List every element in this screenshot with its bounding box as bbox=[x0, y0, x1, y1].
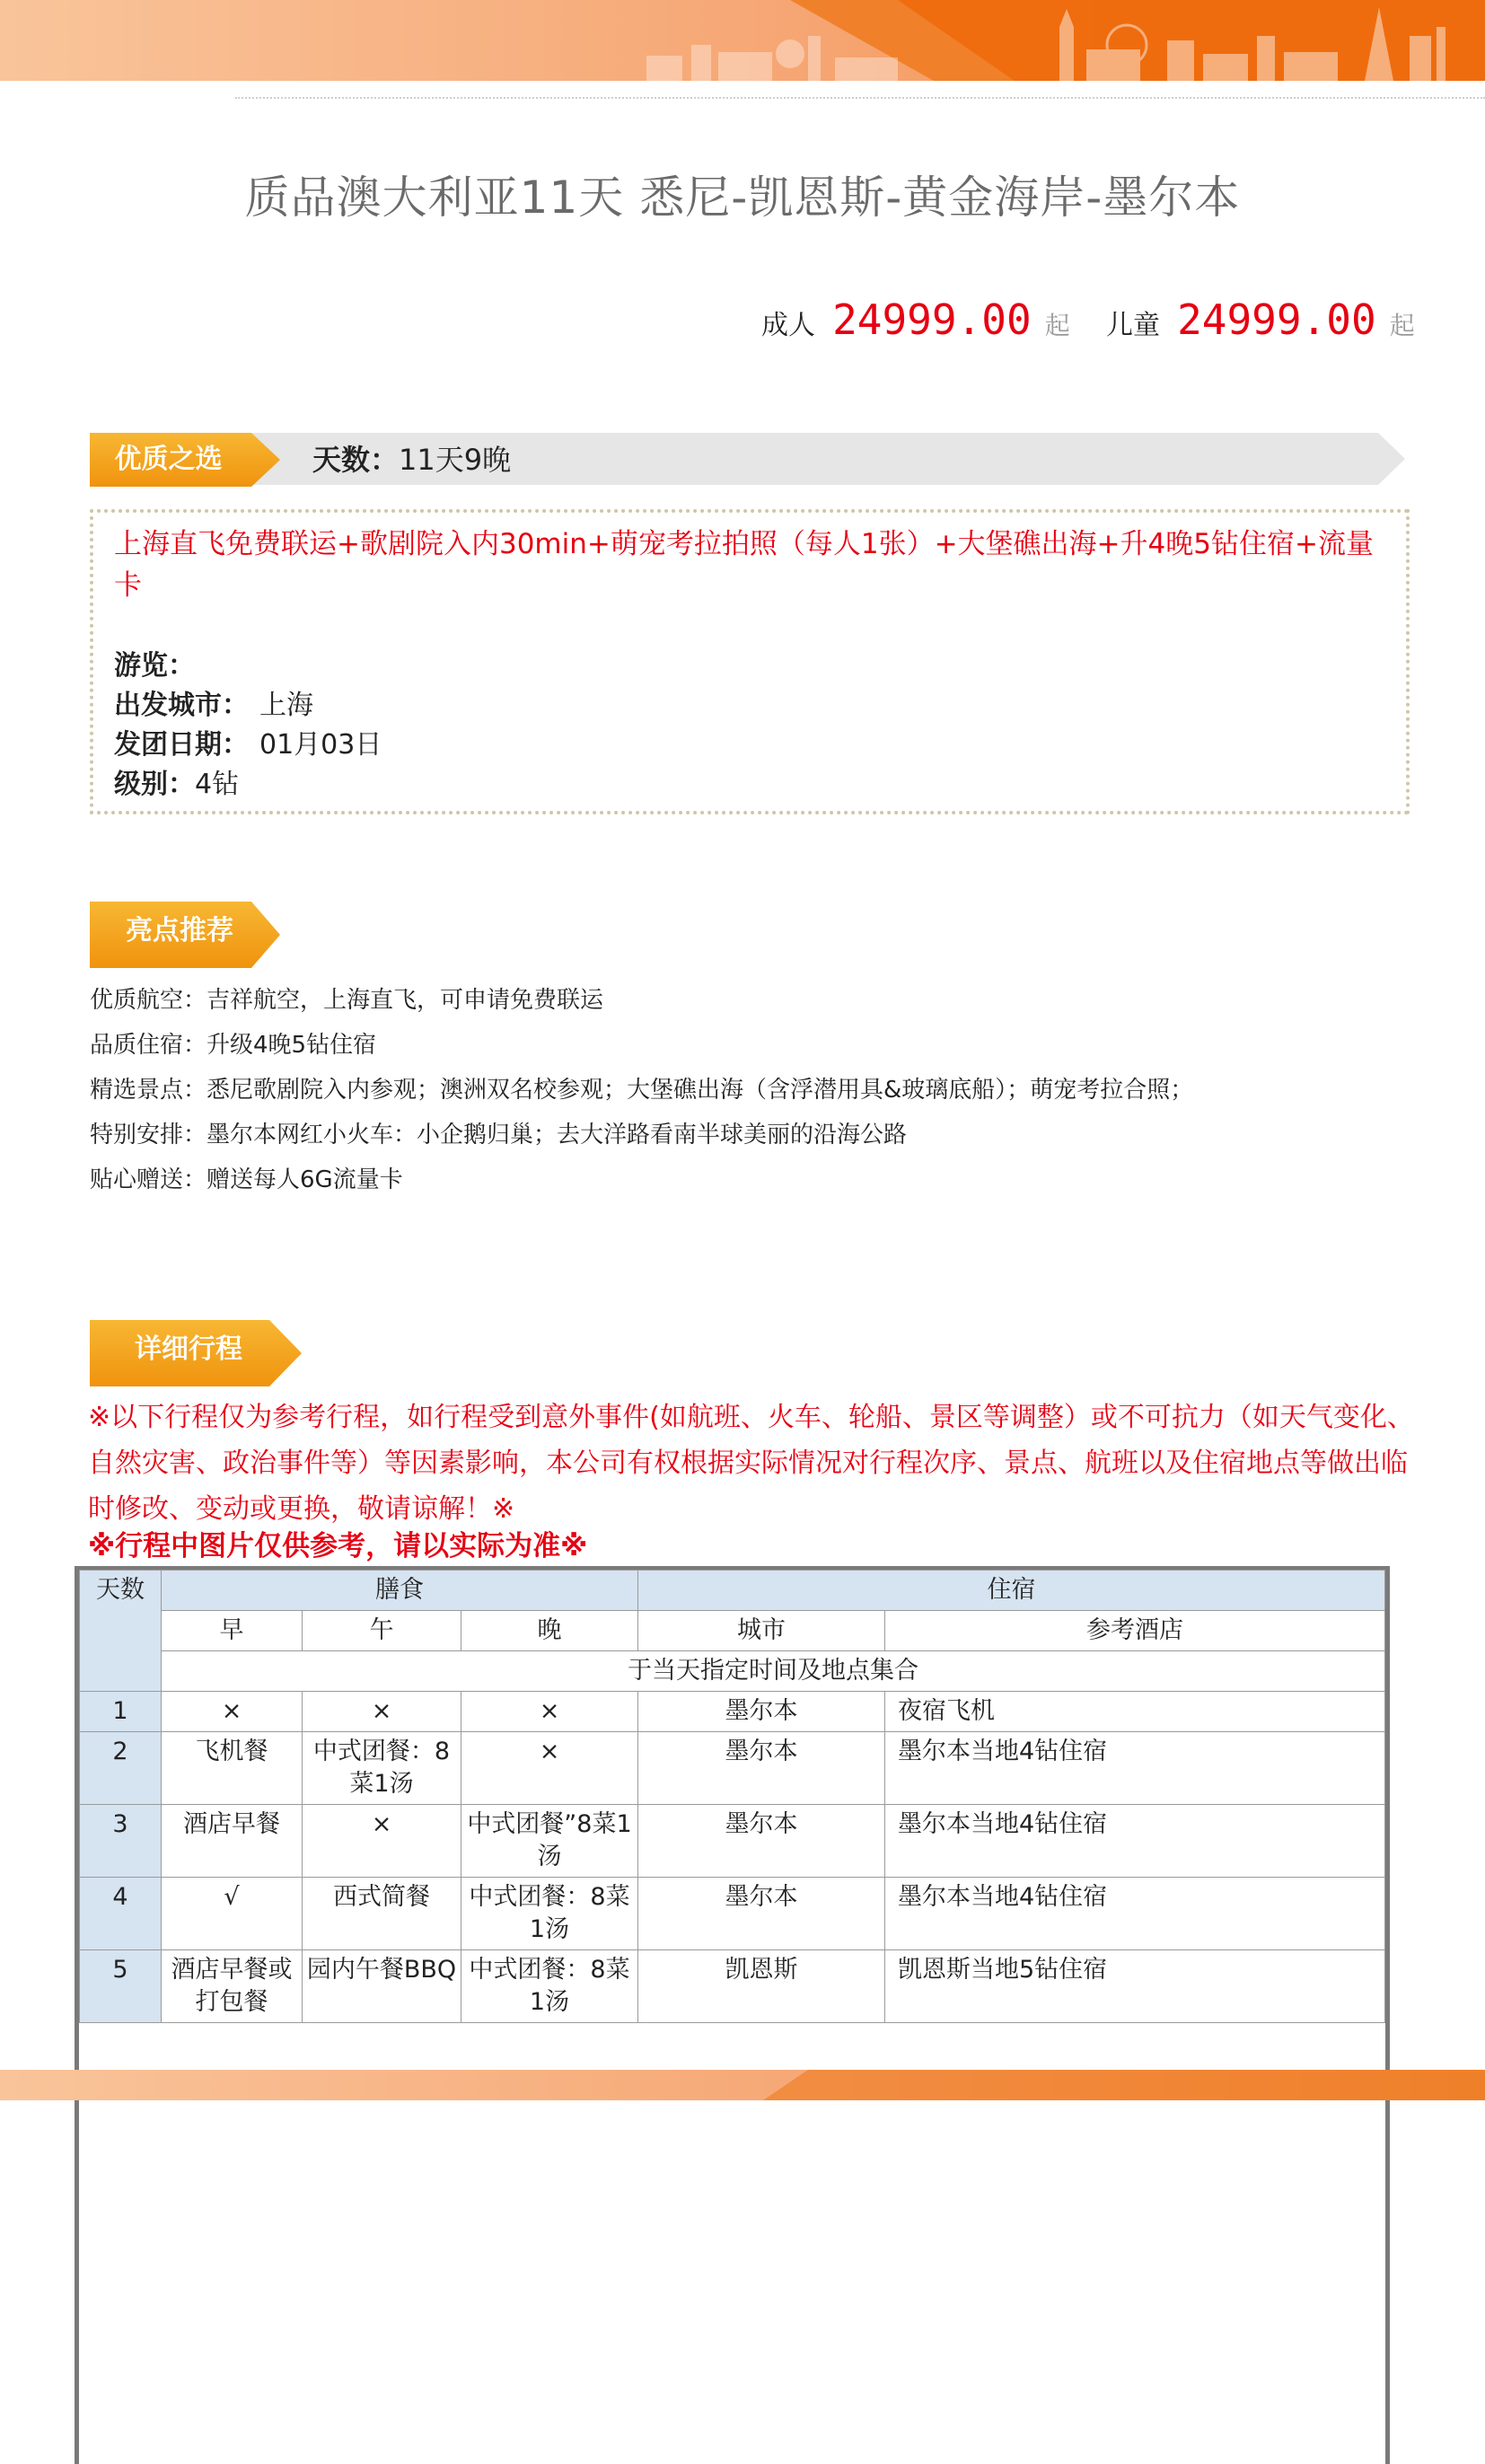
image-notice: ※行程中图片仅供参考，请以实际为准※ bbox=[88, 1530, 588, 1562]
tour-label: 游览： bbox=[114, 650, 195, 682]
summary-tab-label: 优质之选 bbox=[114, 444, 223, 475]
itinerary-tab-label: 详细行程 bbox=[135, 1333, 242, 1365]
breakfast-cell: × bbox=[162, 1692, 303, 1732]
day-number: 1 bbox=[80, 1692, 162, 1732]
gather-note: 于当天指定时间及地点集合 bbox=[162, 1651, 1385, 1692]
level-value: 4钻 bbox=[195, 769, 240, 800]
header-meals: 膳食 bbox=[162, 1571, 638, 1611]
table-row bbox=[80, 1878, 1385, 1950]
breakfast-cell: 酒店早餐或打包餐 bbox=[162, 1950, 303, 2023]
itinerary-notice: ※以下行程仅为参考行程，如行程受到意外事件(如航班、火车、轮船、景区等调整）或不可抗力（如天气变化、自然灾害、政治事件等）等因素影响，本公司有权根据实际情况对行程次序、景点、航班以及住宿地点等做出临时修改、变动或更换，敬请谅解！※ bbox=[88, 1402, 1414, 1525]
header-dinner: 晚 bbox=[461, 1611, 638, 1651]
header-banner bbox=[0, 0, 1485, 81]
table-row bbox=[80, 1732, 1385, 1805]
lunch-cell: 园内午餐BBQ bbox=[303, 1950, 461, 2023]
table-row bbox=[80, 1950, 1385, 2023]
highlights-tab bbox=[90, 902, 283, 955]
dinner-cell: 中式团餐：8菜1汤 bbox=[461, 1950, 638, 2023]
city-row bbox=[114, 686, 313, 726]
child-price bbox=[1106, 295, 1415, 345]
days-info bbox=[312, 433, 511, 487]
city-cell: 墨尔本 bbox=[638, 1878, 885, 1950]
lunch-cell: × bbox=[303, 1692, 461, 1732]
highlight-item: 贴心赠送：赠送每人6G流量卡 bbox=[90, 1166, 403, 1193]
header-lunch: 午 bbox=[303, 1611, 461, 1651]
table-row bbox=[80, 1692, 1385, 1732]
date-row bbox=[114, 726, 382, 765]
tour-row bbox=[114, 647, 195, 686]
day-number: 5 bbox=[80, 1950, 162, 2023]
city-cell: 凯恩斯 bbox=[638, 1950, 885, 2023]
lunch-cell: 西式简餐 bbox=[303, 1878, 461, 1950]
highlight-item: 特别安排：墨尔本网红小火车：小企鹅归巢；去大洋路看南半球美丽的沿海公路 bbox=[90, 1122, 908, 1148]
dinner-cell: 中式团餐：8菜1汤 bbox=[461, 1878, 638, 1950]
city-cell: 墨尔本 bbox=[638, 1692, 885, 1732]
highlights-tab-label: 亮点推荐 bbox=[126, 915, 233, 946]
adult-price-suffix: 起 bbox=[1044, 311, 1070, 340]
lunch-cell: 中式团餐：8菜1汤 bbox=[303, 1732, 461, 1805]
promo-text: 上海直飞免费联运+歌剧院入内30min+萌宠考拉拍照（每人1张）+大堡礁出海+升4晚5钻住宿+流量卡 bbox=[114, 528, 1374, 602]
dinner-cell: × bbox=[461, 1732, 638, 1805]
header-breakfast: 早 bbox=[162, 1611, 303, 1651]
adult-price bbox=[761, 295, 1070, 345]
highlight-item: 品质住宿：升级4晚5钻住宿 bbox=[90, 1032, 377, 1059]
child-price-value: 24999.00 bbox=[1177, 295, 1376, 344]
footer-banner bbox=[0, 2070, 1485, 2100]
hotel-cell: 凯恩斯当地5钻住宿 bbox=[885, 1950, 1385, 2023]
breakfast-cell: √ bbox=[162, 1878, 303, 1950]
days-label: 天数： bbox=[312, 443, 400, 477]
itinerary-table bbox=[75, 1566, 1390, 2464]
day-number: 3 bbox=[80, 1805, 162, 1878]
highlight-item: 优质航空：吉祥航空，上海直飞，可申请免费联运 bbox=[90, 987, 604, 1014]
city-cell: 墨尔本 bbox=[638, 1732, 885, 1805]
city-label: 出发城市： bbox=[114, 690, 249, 721]
hotel-cell: 墨尔本当地4钻住宿 bbox=[885, 1805, 1385, 1878]
date-value: 01月03日 bbox=[259, 729, 382, 761]
dinner-cell: 中式团餐”8菜1汤 bbox=[461, 1805, 638, 1878]
header-divider bbox=[235, 97, 1485, 99]
adult-price-label: 成人 bbox=[761, 310, 815, 341]
table-row bbox=[80, 1805, 1385, 1878]
breakfast-cell: 酒店早餐 bbox=[162, 1805, 303, 1878]
hotel-cell: 夜宿飞机 bbox=[885, 1692, 1385, 1732]
summary-tab bbox=[90, 433, 283, 487]
days-value: 11天9晚 bbox=[399, 443, 512, 477]
page-title: 质品澳大利亚11天 悉尼-凯恩斯-黄金海岸-墨尔本 bbox=[244, 172, 1241, 224]
itinerary-tab bbox=[90, 1320, 305, 1374]
level-label: 级别： bbox=[114, 769, 195, 800]
header-day: 天数 bbox=[80, 1571, 162, 1692]
highlight-item: 精选景点：悉尼歌剧院入内参观；澳洲双名校参观；大堡礁出海（含浮潜用具&玻璃底船）；萌宠考拉合照； bbox=[90, 1077, 1194, 1104]
hotel-cell: 墨尔本当地4钻住宿 bbox=[885, 1878, 1385, 1950]
breakfast-cell: 飞机餐 bbox=[162, 1732, 303, 1805]
city-value: 上海 bbox=[259, 690, 313, 721]
dinner-cell: × bbox=[461, 1692, 638, 1732]
child-price-label: 儿童 bbox=[1106, 310, 1160, 341]
adult-price-value: 24999.00 bbox=[832, 295, 1032, 344]
header-hotel: 参考酒店 bbox=[885, 1611, 1385, 1651]
lunch-cell: × bbox=[303, 1805, 461, 1878]
header-stay: 住宿 bbox=[638, 1571, 1385, 1611]
header-city: 城市 bbox=[638, 1611, 885, 1651]
day-number: 2 bbox=[80, 1732, 162, 1805]
hotel-cell: 墨尔本当地4钻住宿 bbox=[885, 1732, 1385, 1805]
level-row bbox=[114, 765, 239, 805]
date-label: 发团日期： bbox=[114, 729, 249, 761]
city-cell: 墨尔本 bbox=[638, 1805, 885, 1878]
summary-bar-background bbox=[90, 433, 1405, 485]
child-price-suffix: 起 bbox=[1389, 311, 1415, 340]
day-number: 4 bbox=[80, 1878, 162, 1950]
